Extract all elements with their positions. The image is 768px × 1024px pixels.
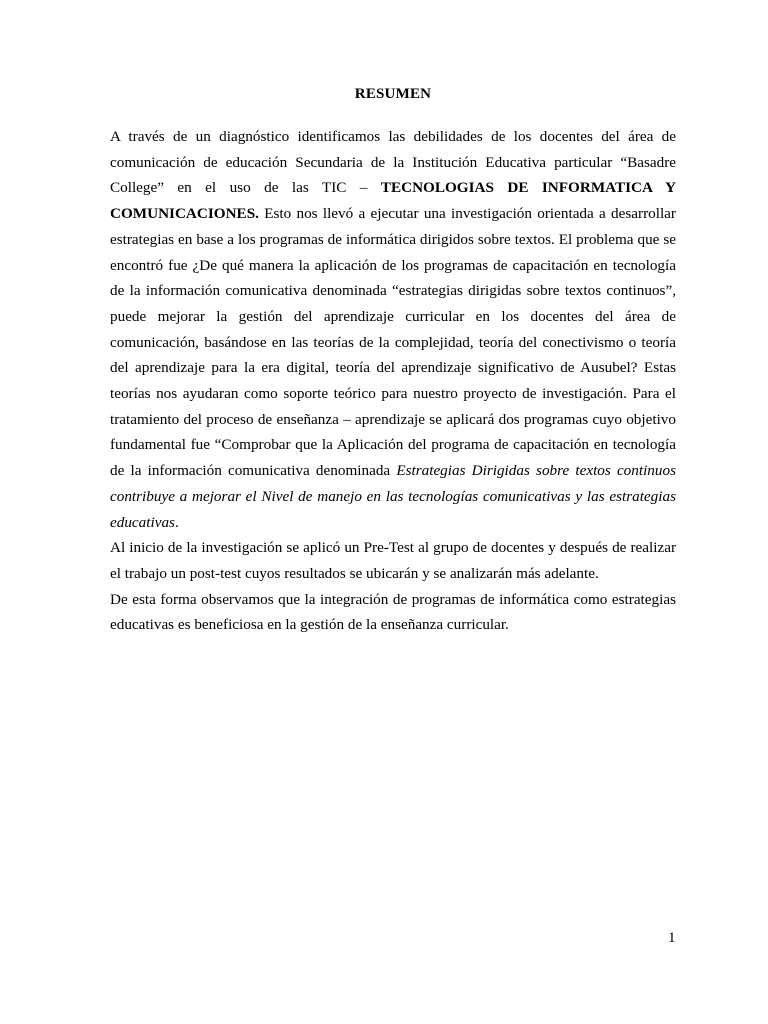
paragraph-3: De esta forma observamos que la integración de programas de informática como estrategias educativas es beneficiosa en la gestión de la enseñanza curricular. <box>110 590 676 634</box>
paragraph-1-intro: A través de un diagnóstico identificamos las debilidades de los docentes del área de comunicación de educación Secundaria de la Institución Educativa particular “Basadre College” en el uso de las TIC – <box>110 128 676 197</box>
page-title: RESUMEN <box>354 86 432 102</box>
paragraph-1-end: . <box>174 513 179 531</box>
paragraph-1 <box>110 124 676 535</box>
paragraph-1-italic-term: Estrategias Dirigidas sobre textos continuos contribuye a mejorar el Nivel de manejo en las tecnologías comunicativas y las estrategias educativas <box>110 462 676 531</box>
page-number: 1 <box>668 930 676 946</box>
paragraph-2: Al inicio de la investigación se aplicó un Pre-Test al grupo de docentes y después de realizar el trabajo un post-test cuyos resultados se ubicarán y se analizarán más adelante. <box>110 539 676 582</box>
paragraph-1-bold-term: TECNOLOGIAS DE INFORMATICA Y COMUNICACIONES. <box>110 179 676 223</box>
abstract-body <box>110 124 676 638</box>
paragraph-1-body: Esto nos llevó a ejecutar una investigación orientada a desarrollar estrategias en base a los programas de informática dirigidos sobre textos. El problema que se encontró fue ¿De qué manera la aplicación de los programas de capacitación en tecnología de la información comunicativa denominada “estrategias dirigidas sobre textos continuos”, puede mejorar la gestión del aprendizaje curricular en los docentes del área de comunicación, basándose en las teorías de la complejidad, teoría del conectivismo o teoría del aprendizaje para la era digital, teoría del aprendizaje significativo de Ausubel? Estas teorías nos ayudaran como soporte teórico para nuestro proyecto de investigación. Para el tratamiento del proceso de enseñanza – aprendizaje se aplicará dos programas cuyo objetivo fundamental fue “Comprobar que la Aplicación del programa de capacitación en tecnología de la información comunicativa denominada <box>110 205 676 480</box>
